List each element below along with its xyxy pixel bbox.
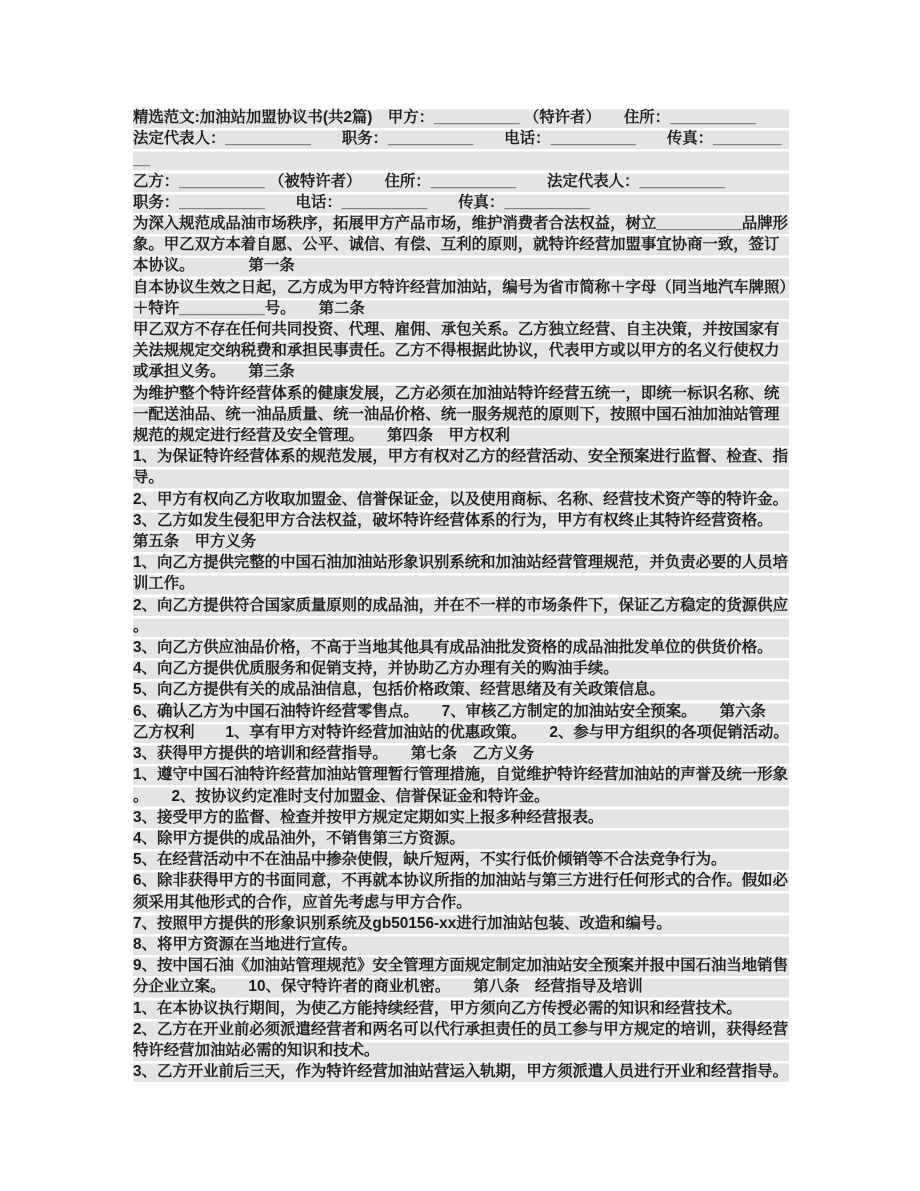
paragraph-11: 第五条 甲方义务 bbox=[133, 531, 789, 552]
paragraph-8: 1、为保证特许经营体系的规范发展，甲方有权对乙方的经营活动、安全预案进行监督、检查、指导。 bbox=[133, 446, 789, 488]
paragraph-16: 5、向乙方提供有关的成品油信息，包括价格政策、经营思绪及有关政策信息。 bbox=[133, 679, 789, 700]
paragraph-26: 8、将甲方资源在当地进行宣传。 bbox=[133, 934, 789, 955]
paragraph-7: 为维护整个特许经营体系的健康发展，乙方必须在加油站特许经营五统一，即统一标识名称、统一配送油品、统一油品质量、统一油品价格、统一服务规范的原则下，按照中国石油加油站管理规范的规定进行经营及安全管理。 第四条 甲方权利 bbox=[133, 383, 789, 447]
paragraph-15: 4、向乙方提供优质服务和促销支持，并协助乙方办理有关的购油手续。 bbox=[133, 658, 789, 679]
paragraph-6: 甲乙双方不存在任何共同投资、代理、雇佣、承包关系。乙方独立经营、自主决策，并按国家有关法规规定交纳税费和承担民事责任。乙方不得根据此协议，代表甲方或以甲方的名义行使权力或承担义务。 第三条 bbox=[133, 319, 789, 383]
paragraph-25: 7、按照甲方提供的形象识别系统及gb50156-xx进行加油站包装、改造和编号。 bbox=[133, 913, 789, 934]
paragraph-1: 法定代表人：__________ 职务：__________ 电话：__________ 传真：__________ bbox=[133, 128, 789, 170]
paragraph-27: 9、按中国石油《加油站管理规范》安全管理方面规定制定加油站安全预案并报中国石油当地销售分企业立案。 10、保守特许者的商业机密。 第八条 经营指导及培训 bbox=[133, 955, 789, 997]
paragraph-28: 1、在本协议执行期间，为使乙方能持续经营，甲方须向乙方传授必需的知识和经营技术。 bbox=[133, 998, 789, 1019]
title-line bbox=[133, 107, 789, 128]
paragraph-20: 1、遵守中国石油特许经营加油站管理暂行管理措施，自觉维护特许经营加油站的声誉及统一形象。 2、按协议约定准时支付加盟金、信誉保证金和特许金。 bbox=[133, 764, 789, 806]
paragraph-17: 6、确认乙方为中国石油特许经营零售点。 7、审核乙方制定的加油站安全预案。 第六条 bbox=[133, 701, 789, 722]
paragraph-24: 6、除非获得甲方的书面同意，不再就本协议所指的加油站与第三方进行任何形式的合作。假如必须采用其他形式的合作，应首先考虑与甲方合作。 bbox=[133, 870, 789, 912]
paragraph-4: 为深入规范成品油市场秩序，拓展甲方产品市场，维护消费者合法权益，树立__________品牌形象。甲乙双方本着自愿、公平、诚信、有偿、互利的原则，就特许经营加盟事宜协商一致，签订本协议。 第一条 bbox=[133, 213, 789, 277]
page-title: 精选范文:加油站加盟协议书(共2篇) bbox=[133, 109, 373, 126]
paragraph-14: 3、向乙方供应油品价格，不高于当地其他具有成品油批发资格的成品油批发单位的供货价格。 bbox=[133, 637, 789, 658]
paragraph-9: 2、甲方有权向乙方收取加盟金、信誉保证金，以及使用商标、名称、经营技术资产等的特许金。 bbox=[133, 489, 789, 510]
paragraph-18: 乙方权利 1、享有甲方对特许经营加油站的优惠政策。 2、参与甲方组织的各项促销活动。 bbox=[133, 722, 789, 743]
paragraph-12: 1、向乙方提供完整的中国石油加油站形象识别系统和加油站经营管理规范，并负责必要的人员培训工作。 bbox=[133, 552, 789, 594]
paragraph-21: 3、接受甲方的监督、检查并按甲方规定定期如实上报多种经营报表。 bbox=[133, 807, 789, 828]
party-a-header-fields: 甲方：__________ （特许者） 住所：__________ bbox=[372, 109, 756, 126]
paragraph-container bbox=[133, 128, 789, 1082]
paragraph-23: 5、在经营活动中不在油品中掺杂使假，缺斤短两，不实行低价倾销等不合法竞争行为。 bbox=[133, 849, 789, 870]
paragraph-3: 职务：__________ 电话：__________ 传真：__________ bbox=[133, 192, 789, 213]
paragraph-30: 3、乙方开业前后三天，作为特许经营加油站营运入轨期，甲方须派遣人员进行开业和经营指导。 bbox=[133, 1061, 789, 1082]
paragraph-19: 3、获得甲方提供的培训和经营指导。 第七条 乙方义务 bbox=[133, 743, 789, 764]
paragraph-22: 4、除甲方提供的成品油外，不销售第三方资源。 bbox=[133, 828, 789, 849]
paragraph-10: 3、乙方如发生侵犯甲方合法权益，破坏特许经营体系的行为，甲方有权终止其特许经营资格。 bbox=[133, 510, 789, 531]
paragraph-2: 乙方：__________ （被特许者） 住所：__________ 法定代表人：__________ bbox=[133, 171, 789, 192]
paragraph-29: 2、乙方在开业前必须派遣经营者和两名可以代行承担责任的员工参与甲方规定的培训，获得经营特许经营加油站必需的知识和技术。 bbox=[133, 1019, 789, 1061]
paragraph-13: 2、向乙方提供符合国家质量原则的成品油，并在不一样的市场条件下，保证乙方稳定的货源供应。 bbox=[133, 595, 789, 637]
paragraph-5: 自本协议生效之日起，乙方成为甲方特许经营加油站，编号为省市简称＋字母（同当地汽车牌照）＋特许__________号。 第二条 bbox=[133, 277, 789, 319]
document-body bbox=[133, 107, 789, 1082]
